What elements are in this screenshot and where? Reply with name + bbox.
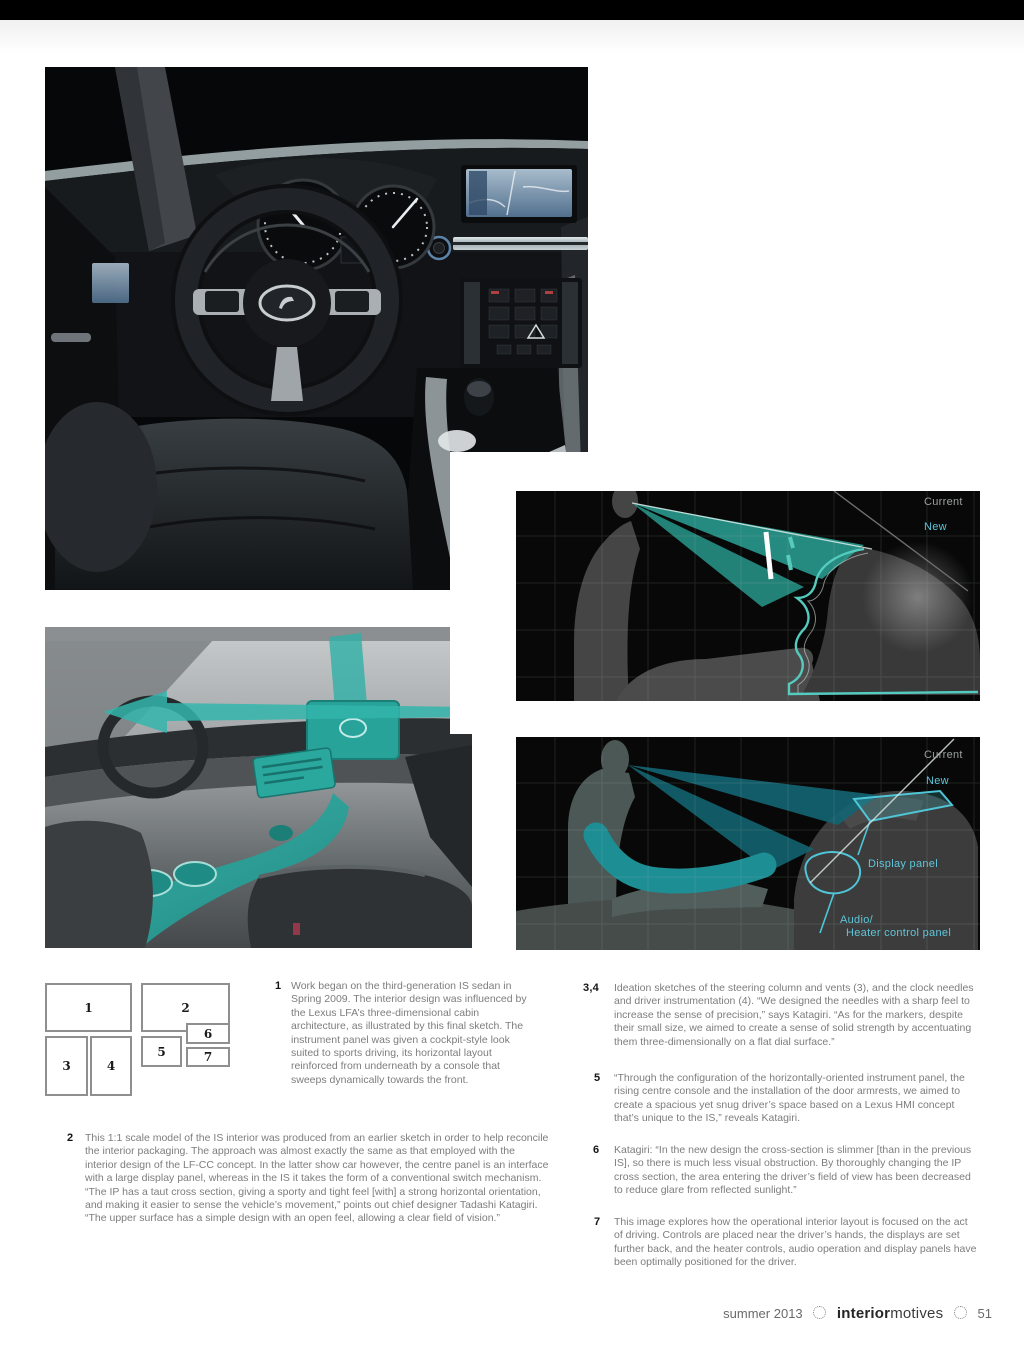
layout-map-box-1 xyxy=(45,983,132,1032)
photo-design-sketch xyxy=(45,627,472,948)
footer-brand-motives: motives xyxy=(890,1305,944,1322)
caption-5-number: 5 xyxy=(594,1072,601,1084)
field-of-view-illustration xyxy=(516,491,980,701)
caption-7-text: This image explores how the operational interior layout is focused on the act of driving. Controls are placed near the driver’s hands, the displays are set further back, and the heater controls, audio operation and display panels have been optimally positioned for the driver. xyxy=(614,1216,977,1269)
caption-3-4-text: Ideation sketches of the steering column and vents (3), and the clock needles and driver instrumentation (4). “We designed the needles with a sharp feel to increase the sense of precision,” says Katagiri. “As for the markers, despite their small size, we aimed to create a sense of solid strength by accentuating them three-dimensionally on a flat dial surface.” xyxy=(614,982,974,1048)
caption-1-text: Work began on the third-generation IS sedan in Spring 2009. The interior design was influenced by the Lexus LFA’s three-dimensional cabin architecture, as illustrated by this final sketch. The instrument panel was given a cockpit-style look suited to sports driving, its horizontal layout reinforced from underneath by a console that sweeps dynamically towards the front. xyxy=(291,980,527,1086)
caption-3-4-number: 3,4 xyxy=(583,982,599,994)
layout-map-box-3 xyxy=(45,1036,88,1096)
design-sketch-illustration xyxy=(45,627,472,948)
layout-map-number: 3 xyxy=(62,1059,71,1073)
diagram2-label-heater: Heater control panel xyxy=(846,927,952,939)
diagram-operational-layout xyxy=(516,737,980,950)
diagram2-label-audio: Audio/ xyxy=(840,914,873,926)
dotted-circle-icon xyxy=(813,1306,826,1319)
caption-6-text: Katagiri: “In the new design the cross-section is slimmer [than in the previous IS], so there is much less visual obstruction. By thoroughly changing the IP cross section, the area entering the driver’s field of view has been decreased to reduce glare from reflected sunlight.” xyxy=(614,1144,972,1197)
footer-brand xyxy=(837,1305,943,1322)
diagram1-label-new: New xyxy=(924,521,947,533)
footer-page-number: 51 xyxy=(977,1306,992,1321)
caption-2-number: 2 xyxy=(67,1132,74,1144)
diagram2-label-new: New xyxy=(926,775,949,787)
caption-6-number: 6 xyxy=(593,1144,600,1156)
diagram1-label-current: Current xyxy=(924,496,963,508)
caption-7-number: 7 xyxy=(594,1216,601,1228)
layout-map-number: 6 xyxy=(203,1026,213,1041)
diagram-field-of-view xyxy=(516,491,980,701)
header-ghost-shadow xyxy=(0,20,1024,54)
dotted-circle-icon xyxy=(954,1306,967,1319)
caption-1-number: 1 xyxy=(275,980,282,992)
layout-map-box-6 xyxy=(186,1023,230,1044)
footer-brand-interior: interior xyxy=(836,1305,891,1322)
layout-map-box-7 xyxy=(186,1047,230,1067)
operational-layout-illustration xyxy=(516,737,980,950)
diagram2-label-current: Current xyxy=(924,749,963,761)
diagram2-label-display-panel: Display panel xyxy=(868,858,938,870)
layout-map-number: 5 xyxy=(157,1044,166,1059)
footer-season: summer 2013 xyxy=(723,1306,803,1321)
layout-map-number: 2 xyxy=(181,1000,190,1015)
header-bar xyxy=(0,0,1024,20)
footer xyxy=(420,1305,992,1322)
layout-map-number: 1 xyxy=(84,1000,93,1015)
caption-5-text: “Through the configuration of the horizontally-oriented instrument panel, the rising centre console and the installation of the door armrests, we aimed to create a spacious yet snug driver’s space based on a Lexus HMI concept that’s unique to the IS,” reveals Katagiri. xyxy=(614,1072,965,1125)
layout-map-number: 4 xyxy=(106,1059,116,1073)
layout-map-box-4 xyxy=(90,1036,132,1096)
caption-2-text: This 1:1 scale model of the IS interior was produced from an earlier sketch in order to help reconcile the interior packaging. The approach was almost exactly the same as that employed with the interior design of the LF-CC concept. In the latter show car however, the centre panel is an interface with a large display panel, whereas in the IS it takes the form of a conventional switch mechanism. “The IP has a taut cross section, giving a sporty and tight feel [with] a strong horizontal orientation, and making it easier to sense the vehicle’s movement,” points out chief designer Tadashi Katagiri. “The upper surface has a simple design with an open feel, allowing a clear field of vision.” xyxy=(85,1132,549,1225)
layout-map-number: 7 xyxy=(203,1050,213,1064)
layout-map-box-5 xyxy=(141,1036,182,1067)
